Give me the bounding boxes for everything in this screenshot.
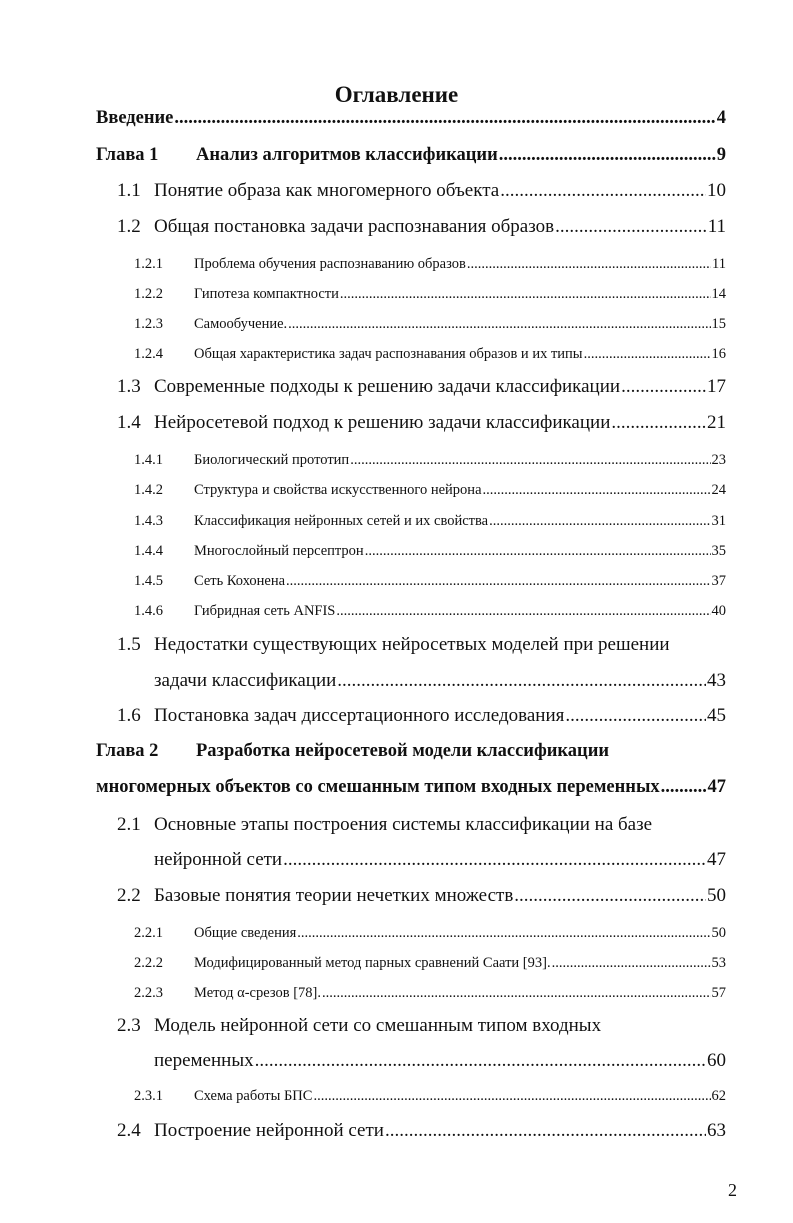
leader-dots xyxy=(337,670,706,692)
entry-text: многомерных объектов со смешанным типом входных переменных xyxy=(96,777,660,797)
leader-dots xyxy=(552,955,711,972)
entry-page: 63 xyxy=(707,1120,726,1141)
entry-page: 24 xyxy=(711,482,726,498)
entry-text: Биологический прототип xyxy=(194,452,350,468)
toc-entry-line1[interactable] xyxy=(117,634,757,656)
toc-entry[interactable] xyxy=(117,705,726,727)
leader-dots xyxy=(288,316,710,333)
entry-number: 1.4.1 xyxy=(134,452,163,468)
leader-dots xyxy=(467,256,711,273)
entry-page: 11 xyxy=(707,216,726,237)
entry-number: 2.2 xyxy=(117,885,141,906)
leader-dots xyxy=(555,216,707,238)
toc-entry[interactable] xyxy=(134,482,726,499)
leader-dots xyxy=(385,1120,706,1142)
leader-dots xyxy=(365,543,711,560)
leader-dots xyxy=(611,412,706,434)
leader-dots xyxy=(621,376,706,398)
entry-number: 1.4.3 xyxy=(134,513,163,529)
toc-entry[interactable] xyxy=(117,180,726,202)
entry-number: 1.4.4 xyxy=(134,543,163,559)
leader-dots xyxy=(584,346,711,363)
toc-entry[interactable] xyxy=(117,885,726,907)
toc-entry[interactable] xyxy=(134,316,726,333)
toc-entry-line1[interactable] xyxy=(117,1015,757,1037)
page-number: 2 xyxy=(728,1180,737,1200)
entry-number: 2.3 xyxy=(117,1015,141,1036)
entry-text: нейронной сети xyxy=(154,849,283,870)
entry-number: 2.2.1 xyxy=(134,925,163,941)
entry-number: 1.4 xyxy=(117,412,141,433)
entry-number: 1.4.5 xyxy=(134,573,163,589)
entry-text: переменных xyxy=(154,1050,254,1071)
entry-page: 50 xyxy=(707,885,726,906)
toc-entry[interactable] xyxy=(134,286,726,303)
entry-number: 1.6 xyxy=(117,705,141,726)
entry-text: Многослойный персептрон xyxy=(194,543,364,559)
leader-dots xyxy=(489,513,710,530)
entry-number: 1.2.1 xyxy=(134,256,163,272)
entry-text: Понятие образа как многомерного объекта xyxy=(154,180,500,201)
entry-page: 35 xyxy=(711,543,726,559)
entry-text: Гибридная сеть ANFIS xyxy=(194,603,336,619)
toc-entry[interactable] xyxy=(117,1120,726,1142)
toc-entry[interactable] xyxy=(134,452,726,469)
toc-entry[interactable] xyxy=(134,543,726,560)
entry-text: Постановка задач диссертационного исследования xyxy=(154,705,565,726)
entry-page: 10 xyxy=(707,180,726,201)
entry-page: 21 xyxy=(707,412,726,433)
toc-entry-line2[interactable] xyxy=(96,777,726,798)
entry-text-line1: Основные этапы построения системы классификации на базе xyxy=(154,814,653,835)
toc-entry[interactable] xyxy=(134,513,726,530)
leader-dots xyxy=(340,286,711,303)
entry-page: 45 xyxy=(707,705,726,726)
entry-text: Построение нейронной сети xyxy=(154,1120,384,1141)
toc-entry[interactable] xyxy=(117,216,726,238)
leader-dots xyxy=(514,885,706,907)
leader-dots xyxy=(483,482,711,499)
entry-number: 1.2 xyxy=(117,216,141,237)
leader-dots xyxy=(336,603,710,620)
toc-entry[interactable] xyxy=(134,603,726,620)
entry-text: Анализ алгоритмов классификации xyxy=(196,145,498,165)
toc-entry[interactable] xyxy=(134,925,726,942)
entry-page: 4 xyxy=(716,108,726,128)
leader-dots xyxy=(313,1088,710,1105)
entry-text: Современные подходы к решению задачи классификации xyxy=(154,376,621,397)
entry-text-line1: Модель нейронной сети со смешанным типом входных xyxy=(154,1015,602,1036)
entry-text: задачи классификации xyxy=(154,670,337,691)
toc-entry-line1[interactable] xyxy=(96,741,736,762)
entry-number: Глава 2 xyxy=(96,741,159,761)
entry-number: 1.1 xyxy=(117,180,141,201)
entry-text: Проблема обучения распознаванию образов xyxy=(194,256,466,272)
entry-page: 17 xyxy=(707,376,726,397)
entry-number: 1.4.2 xyxy=(134,482,163,498)
toc-entry[interactable] xyxy=(134,346,726,363)
toc-entry[interactable] xyxy=(134,573,726,590)
entry-number: 2.2.3 xyxy=(134,985,163,1001)
entry-text: Нейросетевой подход к решению задачи классификации xyxy=(154,412,611,433)
toc-entry[interactable] xyxy=(96,145,726,166)
entry-page: 15 xyxy=(711,316,726,332)
entry-text: Сеть Кохонена xyxy=(194,573,286,589)
entry-text: Общая постановка задачи распознавания образов xyxy=(154,216,555,237)
entry-text: Схема работы БПС xyxy=(194,1088,313,1104)
entry-page: 50 xyxy=(711,925,726,941)
toc-entry[interactable] xyxy=(96,108,726,129)
entry-text: Общая характеристика задач распознавания образов и их типы xyxy=(194,346,583,362)
entry-number: 1.2.2 xyxy=(134,286,163,302)
entry-text: Гипотеза компактности xyxy=(194,286,339,302)
leader-dots xyxy=(500,180,706,202)
entry-page: 43 xyxy=(707,670,726,691)
leader-dots xyxy=(499,145,716,166)
entry-number: 2.2.2 xyxy=(134,955,163,971)
entry-number: Глава 1 xyxy=(96,145,159,165)
entry-page: 57 xyxy=(711,985,726,1001)
entry-text-line1: Недостатки существующих нейросетвых моделей при решении xyxy=(154,634,670,655)
leader-dots xyxy=(255,1050,706,1072)
toc-entry-line2[interactable] xyxy=(154,670,726,692)
entry-page: 40 xyxy=(711,603,726,619)
entry-number: 1.4.6 xyxy=(134,603,163,619)
leader-dots xyxy=(661,777,707,798)
entry-page: 62 xyxy=(711,1088,726,1104)
entry-number: 1.5 xyxy=(117,634,141,655)
entry-text: Базовые понятия теории нечетких множеств xyxy=(154,885,514,906)
toc-entry[interactable] xyxy=(117,412,726,434)
entry-page: 23 xyxy=(711,452,726,468)
entry-page: 14 xyxy=(711,286,726,302)
toc-entry[interactable] xyxy=(134,1088,726,1105)
toc-entry-line1[interactable] xyxy=(117,814,757,836)
leader-dots xyxy=(174,108,715,129)
entry-page: 47 xyxy=(707,777,726,797)
leader-dots xyxy=(565,705,706,727)
entry-page: 16 xyxy=(711,346,726,362)
entry-text: Введение xyxy=(96,108,174,128)
leader-dots xyxy=(283,849,706,871)
toc-entry[interactable] xyxy=(117,376,726,398)
entry-number: 1.2.4 xyxy=(134,346,163,362)
toc-entry[interactable] xyxy=(134,985,726,1002)
entry-text: Общие сведения xyxy=(194,925,297,941)
toc-title: Оглавление xyxy=(334,82,459,107)
entry-text: Самообучение. xyxy=(194,316,288,332)
entry-page: 31 xyxy=(711,513,726,529)
entry-number: 2.4 xyxy=(117,1120,141,1141)
leader-dots xyxy=(322,985,711,1002)
leader-dots xyxy=(297,925,710,942)
entry-page: 9 xyxy=(716,145,726,165)
toc-entry-line2[interactable] xyxy=(154,1050,726,1072)
entry-text: Модифицированный метод парных сравнений Саати [93]. xyxy=(194,955,551,971)
leader-dots xyxy=(350,452,710,469)
entry-page: 60 xyxy=(707,1050,726,1071)
entry-number: 2.3.1 xyxy=(134,1088,163,1104)
entry-number: 2.1 xyxy=(117,814,141,835)
toc-entry[interactable] xyxy=(134,955,726,972)
toc-entry[interactable] xyxy=(134,256,726,273)
entry-text-line1: Разработка нейросетевой модели классификации xyxy=(196,741,610,761)
entry-text: Классификация нейронных сетей и их свойства xyxy=(194,513,489,529)
entry-text: Метод α-срезов [78]. xyxy=(194,985,321,1001)
entry-text: Структура и свойства искусственного нейрона xyxy=(194,482,482,498)
entry-page: 53 xyxy=(711,955,726,971)
entry-number: 1.3 xyxy=(117,376,141,397)
entry-page: 11 xyxy=(712,256,726,272)
entry-page: 37 xyxy=(711,573,726,589)
entry-page: 47 xyxy=(707,849,726,870)
entry-number: 1.2.3 xyxy=(134,316,163,332)
leader-dots xyxy=(286,573,710,590)
toc-entry-line2[interactable] xyxy=(154,849,726,871)
